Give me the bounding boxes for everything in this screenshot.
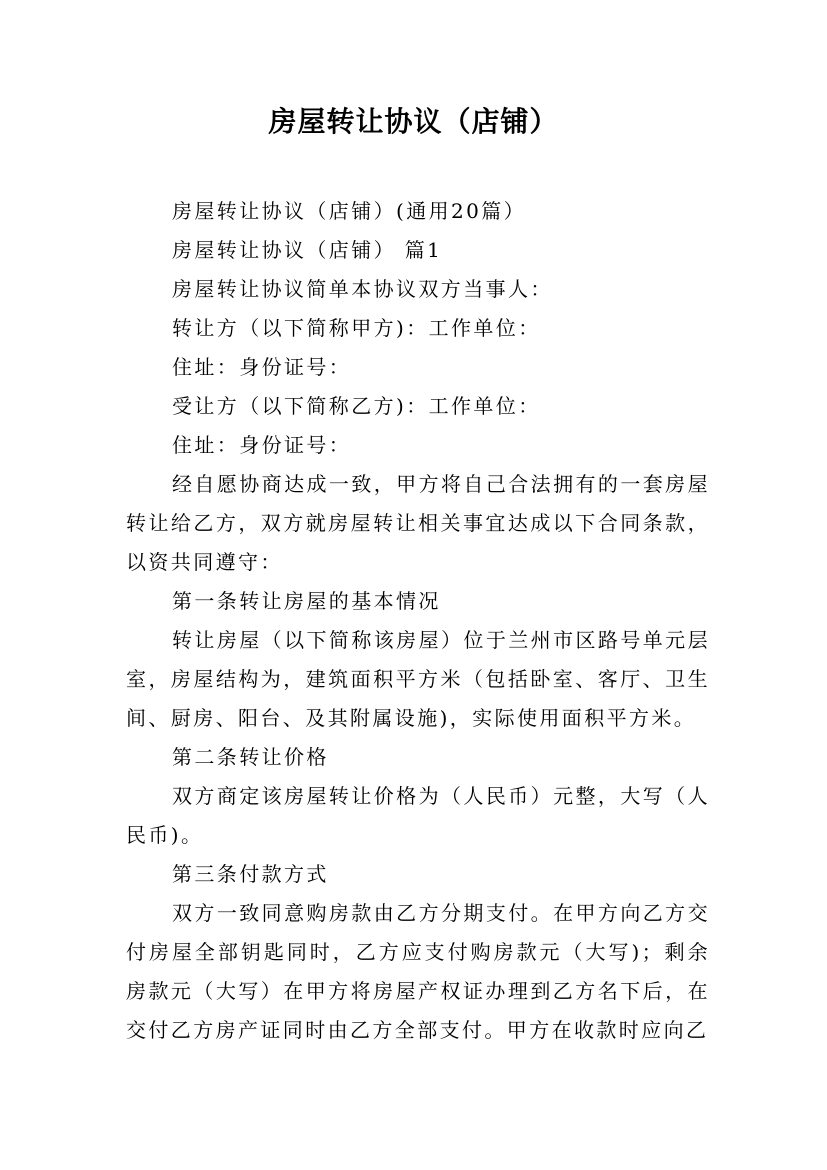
paragraph-clause-2-heading: 第二条转让价格 <box>172 745 329 769</box>
paragraph-clause-3-body: 双方一致同意购房款由乙方分期支付。在甲方向乙方交付房屋全部钥匙同时，乙方应支付购房款元（大写)；剩余房款元（大写）在甲方将房屋产权证办理到乙方名下后，在交付乙方房产证同时由乙方全部支付。甲方在收款时应向乙 <box>126 901 710 1042</box>
paragraph-agreement-intro: 经自愿协商达成一致，甲方将自己合法拥有的一套房屋转让给乙方，双方就房屋转让相关事宜达成以下合同条款，以资共同遵守： <box>126 472 710 574</box>
paragraph-collection-heading: 房屋转让协议（店铺）(通用20篇） <box>172 199 527 223</box>
paragraph-clause-3-heading: 第三条付款方式 <box>172 862 329 886</box>
paragraph-clause-2-body: 双方商定该房屋转让价格为（人民币）元整，大写（人民币)。 <box>126 784 710 847</box>
paragraph-parties-intro: 房屋转让协议简单本协议双方当事人： <box>172 277 553 301</box>
paragraph-clause-1-body: 转让房屋（以下简称该房屋）位于兰州市区路号单元层室，房屋结构为，建筑面积平方米（包括卧室、客厅、卫生间、厨房、阳台、及其附属设施)，实际使用面积平方米。 <box>126 628 710 730</box>
document-body <box>126 192 710 1050</box>
paragraph-transferor: 转让方（以下简称甲方)：工作单位： <box>172 316 541 340</box>
document-title: 房屋转让协议（店铺） <box>268 105 559 138</box>
paragraph-transferor-address: 住址：身份证号： <box>172 355 352 379</box>
paragraph-clause-1-heading: 第一条转让房屋的基本情况 <box>172 589 441 613</box>
paragraph-transferee-address: 住址：身份证号： <box>172 433 352 457</box>
paragraph-article-number: 房屋转让协议（店铺） 篇1 <box>172 238 443 262</box>
paragraph-transferee: 受让方（以下简称乙方)：工作单位： <box>172 394 541 418</box>
